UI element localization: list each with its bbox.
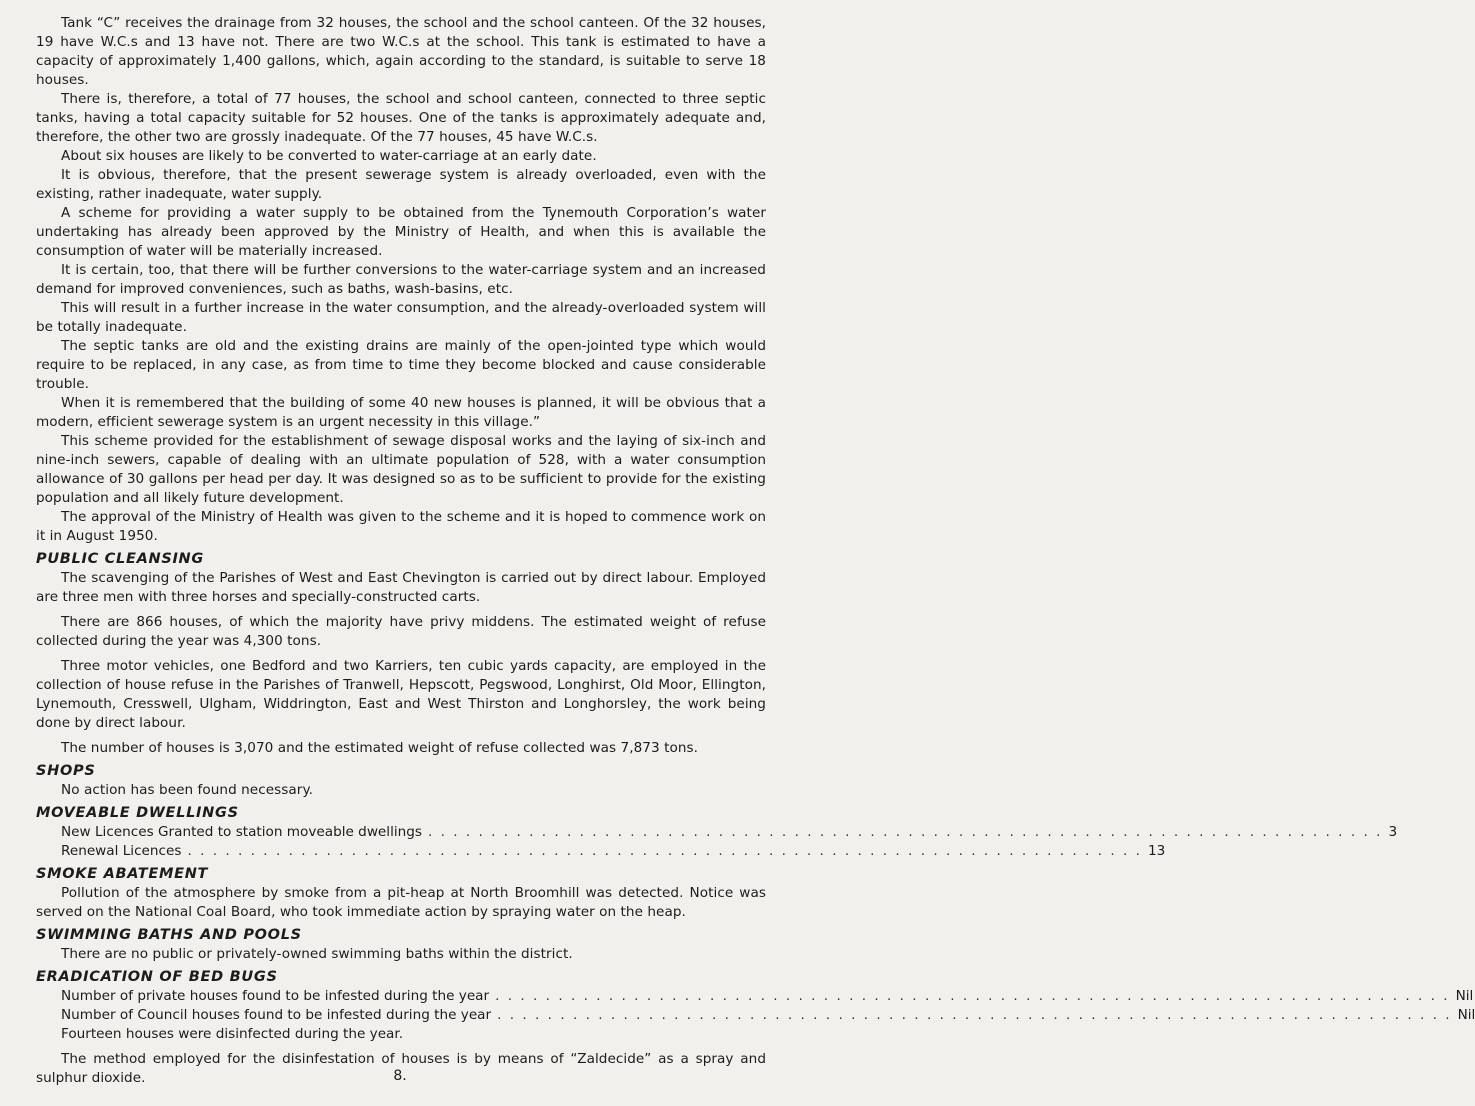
leader-dots: . . . . . . . . . . . . . . . . . . . . . . . . . . . . . . . . . . . . . . . . . . . . . . . . . . . . . . . . . . . . . . . . . . . . . . . . . . . .: [497, 1007, 1452, 1023]
paragraph: There is, therefore, a total of 77 houses, the school and school canteen, connected to three septic tanks, having a total capacity suitable for 52 houses. One of the tanks is approximately adequate and, therefore, the other two are grossly inadequate. Of the 77 houses, 45 have W.C.s.: [36, 91, 766, 145]
paragraph: Pollution of the atmosphere by smoke from a pit-heap at North Broomhill was detected. Notice was served on the National Coal Board, who took immediate action by spraying water on the heap.: [36, 885, 766, 920]
paragraph: There are 866 houses, of which the majority have privy middens. The estimated weight of refuse collected during the year was 4,300 tons.: [36, 614, 766, 649]
paragraph: This scheme provided for the establishment of sewage disposal works and the laying of six-inch and nine-inch sewers, capable of dealing with an ultimate population of 528, with a water consumption allowance of 30 gallons per head per day. It was designed so as to be sufficient to provide for the existing population and all likely future development.: [36, 433, 766, 506]
row-value: 3: [1388, 824, 1398, 840]
paragraph: The approval of the Ministry of Health was given to the scheme and it is hoped to commence work on it in August 1950.: [36, 509, 766, 544]
infestation-row: [36, 1006, 1475, 1025]
section-heading-swimming-baths: SWIMMING BATHS AND POOLS: [36, 927, 302, 943]
section-heading-public-cleansing: PUBLIC CLEANSING: [36, 551, 204, 567]
row-label: Number of private houses found to be infested during the year: [61, 988, 490, 1004]
section-heading-bed-bugs: ERADICATION OF BED BUGS: [36, 969, 278, 985]
paragraph: Three motor vehicles, one Bedford and two Karriers, ten cubic yards capacity, are employed in the collection of house refuse in the Parishes of Tranwell, Hepscott, Pegswood, Longhirst, Old Moor, Ellington, Lynemouth, Cresswell, Ulgham, Widdrington, East and West Thirston and Longhorsley, the work being done by direct labour.: [36, 658, 766, 731]
row-value: 13: [1147, 843, 1166, 859]
leader-dots: . . . . . . . . . . . . . . . . . . . . . . . . . . . . . . . . . . . . . . . . . . . . . . . . . . . . . . . . . . . . . . . . . . . . . . . . . . . .: [495, 988, 1450, 1004]
paragraph: This will result in a further increase in the water consumption, and the already-overloaded system will be totally inadequate.: [36, 300, 766, 335]
row-label: Renewal Licences: [61, 843, 182, 859]
paragraph: A scheme for providing a water supply to be obtained from the Tynemouth Corporation’s water undertaking has already been approved by the Ministry of Health, and when this is available the consumption of water will be materially increased.: [36, 205, 766, 259]
paragraph: Tank “C” receives the drainage from 32 houses, the school and the school canteen. Of the 32 houses, 19 have W.C.s and 13 have not. There are two W.C.s at the school. This tank is estimated to have a capacity of approximately 1,400 gallons, which, again according to the standard, is suitable to serve 18 houses.: [36, 15, 766, 88]
row-value: Nil: [1457, 1007, 1475, 1023]
note-text: Fourteen houses were disinfected during the year.: [61, 1026, 404, 1042]
leader-dots: . . . . . . . . . . . . . . . . . . . . . . . . . . . . . . . . . . . . . . . . . . . . . . . . . . . . . . . . . . . . . . . . . . . . . . . . . . . .: [427, 824, 1383, 840]
paragraph: About six houses are likely to be converted to water-carriage at an early date.: [61, 148, 597, 164]
paragraph: When it is remembered that the building of some 40 new houses is planned, it will be obvious that a modern, efficient sewerage system is an urgent necessity in this village.”: [36, 395, 766, 430]
paragraph: The scavenging of the Parishes of West and East Chevington is carried out by direct labour. Employed are three men with three horses and specially-constructed carts.: [36, 570, 766, 605]
row-label: Number of Council houses found to be infested during the year: [61, 1007, 492, 1023]
leader-dots: . . . . . . . . . . . . . . . . . . . . . . . . . . . . . . . . . . . . . . . . . . . . . . . . . . . . . . . . . . . . . . . . . . . . . . . . . . . .: [187, 843, 1142, 859]
paragraph: No action has been found necessary.: [61, 782, 313, 798]
licence-row: [36, 823, 1398, 842]
section-heading-smoke-abatement: SMOKE ABATEMENT: [36, 866, 209, 882]
note-row: [36, 1025, 766, 1044]
document-body: [36, 14, 1475, 1088]
paragraph: The method employed for the disinfestation of houses is by means of “Zaldecide” as a spray and sulphur dioxide.: [36, 1051, 766, 1086]
infestation-row: [36, 987, 1474, 1006]
row-label: New Licences Granted to station moveable dwellings: [61, 824, 422, 840]
page-number: 8.: [393, 1068, 407, 1084]
section-heading-shops: SHOPS: [36, 763, 96, 779]
paragraph: The number of houses is 3,070 and the estimated weight of refuse collected was 7,873 tons.: [61, 740, 698, 756]
section-heading-moveable-dwellings: MOVEABLE DWELLINGS: [36, 805, 239, 821]
paragraph: It is certain, too, that there will be further conversions to the water-carriage system and an increased demand for improved conveniences, such as baths, wash-basins, etc.: [36, 262, 766, 297]
row-value: Nil: [1455, 988, 1474, 1004]
licence-row: [36, 842, 1166, 861]
paragraph: There are no public or privately-owned swimming baths within the district.: [61, 946, 573, 962]
paragraph: The septic tanks are old and the existing drains are mainly of the open-jointed type which would require to be replaced, in any case, as from time to time they become blocked and cause considerable trouble.: [36, 338, 766, 392]
paragraph: It is obvious, therefore, that the present sewerage system is already overloaded, even with the existing, rather inadequate, water supply.: [36, 167, 766, 202]
